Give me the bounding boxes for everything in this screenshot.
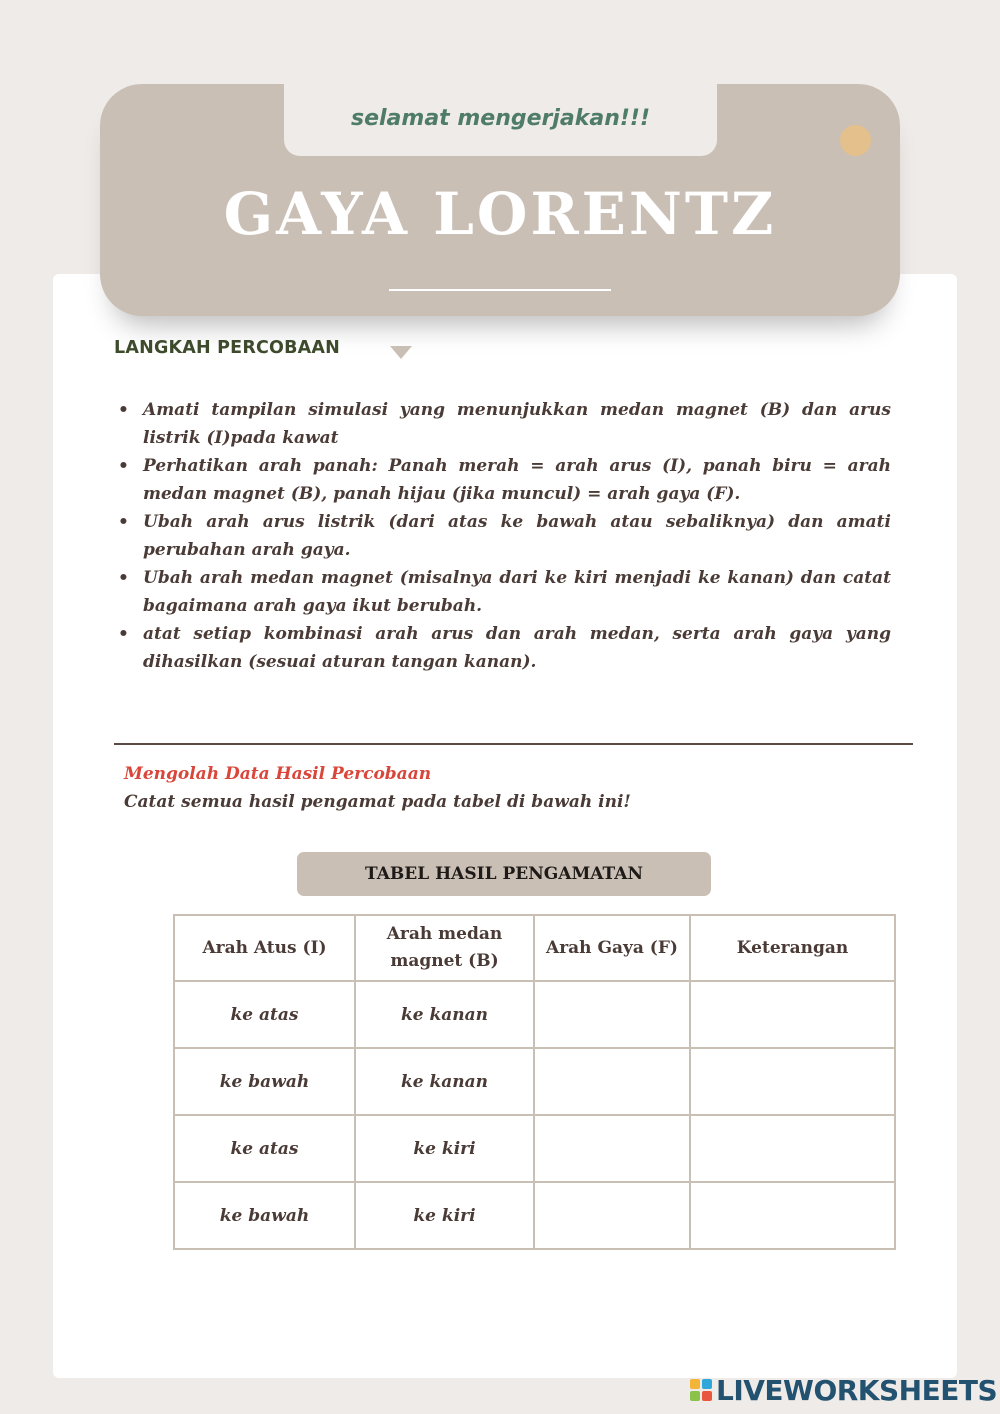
current-direction-cell: ke atas (174, 981, 355, 1048)
list-item: • Ubah arah arus listrik (dari atas ke bawah atau sebaliknya) dan amati perubahan arah gaya. (115, 508, 891, 564)
field-direction-cell: ke kiri (355, 1182, 534, 1249)
page-title: GAYA LORENTZ (223, 180, 777, 248)
logo-square (690, 1391, 700, 1401)
table-row (174, 1115, 895, 1182)
list-item: • Perhatikan arah panah: Panah merah = arah arus (I), panah biru = arah medan magnet (B), panah hijau (jika muncul) = arah gaya (F). (115, 452, 891, 508)
procedure-steps (115, 396, 891, 676)
table-row (174, 1048, 895, 1115)
field-direction-cell: ke kiri (355, 1115, 534, 1182)
liveworksheets-logo-icon (690, 1379, 712, 1401)
logo-square (702, 1391, 712, 1401)
force-direction-input[interactable] (534, 1182, 690, 1249)
current-direction-cell: ke bawah (174, 1182, 355, 1249)
data-section-heading: Mengolah Data Hasil Percobaan (124, 764, 432, 784)
liveworksheets-brand[interactable] (690, 1372, 997, 1408)
list-item: • atat setiap kombinasi arah arus dan arah medan, serta arah gaya yang dihasilkan (sesuai aturan tangan kanan). (115, 620, 891, 676)
table-row (174, 1182, 895, 1249)
current-direction-cell: ke bawah (174, 1048, 355, 1115)
notes-input[interactable] (690, 1182, 895, 1249)
procedure-heading: LANGKAH PERCOBAAN (114, 338, 340, 358)
tagline: selamat mengerjakan!!! (351, 105, 650, 131)
force-direction-input[interactable] (534, 981, 690, 1048)
field-direction-cell: ke kanan (355, 981, 534, 1048)
list-item: • Ubah arah medan magnet (misalnya dari ke kiri menjadi ke kanan) dan catat bagaimana arah gaya ikut berubah. (115, 564, 891, 620)
notes-input[interactable] (690, 981, 895, 1048)
results-table (173, 914, 896, 1250)
column-header-force-direction: Arah Gaya (F) (534, 915, 690, 981)
force-direction-input[interactable] (534, 1115, 690, 1182)
logo-square (690, 1379, 700, 1389)
column-header-field-direction: Arah medan magnet (B) (355, 915, 534, 981)
data-section-instruction: Catat semua hasil pengamat pada tabel di bawah ini! (124, 792, 631, 812)
section-divider (114, 743, 913, 745)
column-header-notes: Keterangan (690, 915, 895, 981)
current-direction-cell: ke atas (174, 1115, 355, 1182)
table-title: TABEL HASIL PENGAMATAN (297, 852, 711, 896)
tagline-tab (284, 84, 717, 156)
logo-square (702, 1379, 712, 1389)
field-direction-cell: ke kanan (355, 1048, 534, 1115)
column-header-current-direction: Arah Atus (I) (174, 915, 355, 981)
triangle-down-icon (390, 346, 412, 359)
force-direction-input[interactable] (534, 1048, 690, 1115)
notes-input[interactable] (690, 1115, 895, 1182)
decorative-dot (840, 125, 871, 156)
brand-name: LIVEWORKSHEETS (716, 1373, 998, 1407)
title-underline (389, 289, 611, 291)
table-row (174, 981, 895, 1048)
notes-input[interactable] (690, 1048, 895, 1115)
table-header-row (174, 915, 895, 981)
list-item: • Amati tampilan simulasi yang menunjukkan medan magnet (B) dan arus listrik (I)pada kawat (115, 396, 891, 452)
